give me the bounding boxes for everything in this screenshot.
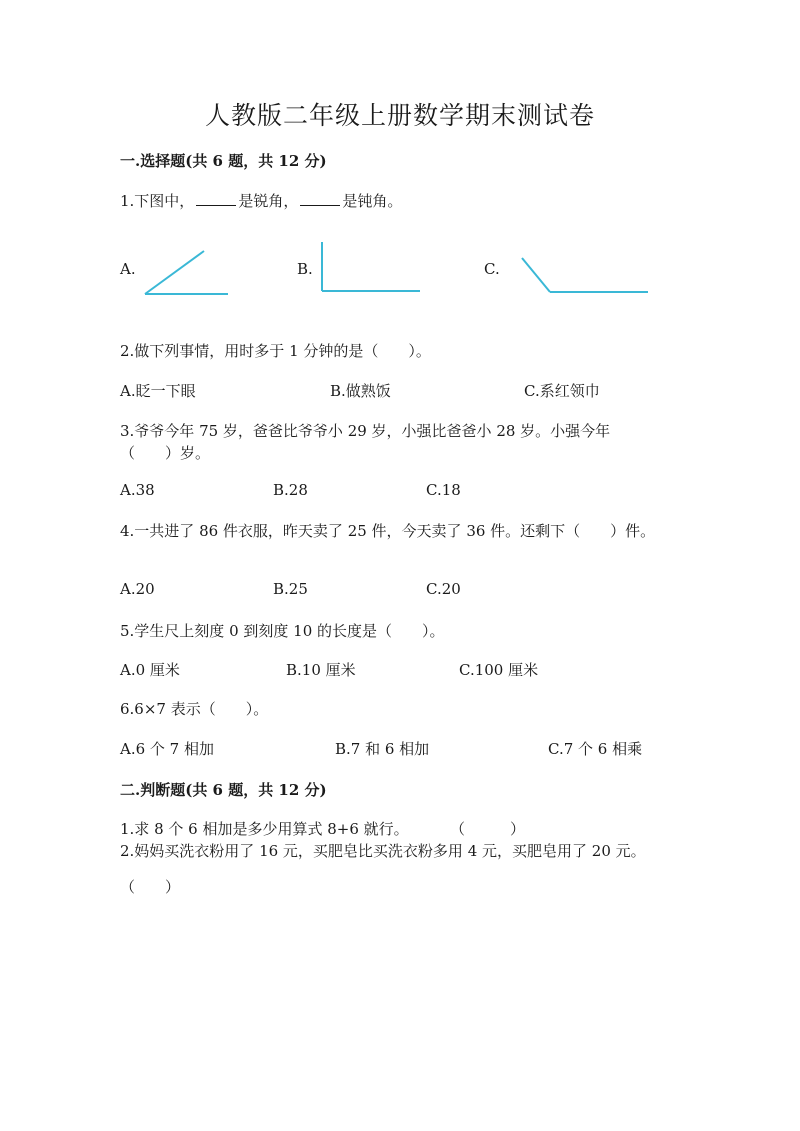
angle-figure-a xyxy=(145,251,228,294)
judgement-2-stem: 2.妈妈买洗衣粉用了 16 元，买肥皂比买洗衣粉多用 4 元，买肥皂用了 20 元。 xyxy=(120,842,646,860)
angle-figure-c xyxy=(522,258,648,292)
figure-label-a: A. xyxy=(120,260,136,278)
judgement-1 xyxy=(120,818,526,839)
question-6-stem: 6.6×7 表示（ ）。 xyxy=(120,700,269,718)
page-title: 人教版二年级上册数学期末测试卷 xyxy=(204,101,595,130)
question-5-option-c[interactable]: C.100 厘米 xyxy=(459,661,539,679)
judgement-1-answer-paren[interactable]: （ ） xyxy=(450,820,526,838)
section-heading-choice: 一.选择题(共 6 题，共 12 分) xyxy=(120,152,327,170)
question-4-stem: 4.一共进了 86 件衣服，昨天卖了 25 件，今天卖了 36 件。还剩下（ ）件。 xyxy=(120,522,656,540)
question-4-option-c[interactable]: C.20 xyxy=(426,580,461,598)
question-4-option-b[interactable]: B.25 xyxy=(273,580,308,598)
question-3-option-c[interactable]: C.18 xyxy=(426,481,461,499)
question-5-option-b[interactable]: B.10 厘米 xyxy=(286,661,356,679)
judgement-1-stem: 1.求 8 个 6 相加是多少用算式 8+6 就行。 xyxy=(120,820,409,838)
question-5-option-a[interactable]: A.0 厘米 xyxy=(120,661,180,679)
question-2-option-c[interactable]: C.系红领巾 xyxy=(524,382,600,400)
angle-a-ray-2 xyxy=(145,251,204,294)
question-1-mid: 是锐角， xyxy=(238,192,299,210)
question-3-stem-line2: （ ）岁。 xyxy=(120,444,211,462)
question-1-prefix: 1.下图中， xyxy=(120,192,195,210)
question-3-stem-line1: 3.爷爷今年 75 岁，爸爸比爷爷小 29 岁，小强比爸爸小 28 岁。小强今年 xyxy=(120,422,611,440)
question-2-stem: 2.做下列事情，用时多于 1 分钟的是（ ）。 xyxy=(120,342,431,360)
question-2-option-a[interactable]: A.眨一下眼 xyxy=(120,382,196,400)
question-6-option-b[interactable]: B.7 和 6 相加 xyxy=(335,740,430,758)
question-5-stem: 5.学生尺上刻度 0 到刻度 10 的长度是（ ）。 xyxy=(120,622,445,640)
angle-figure-b xyxy=(322,242,420,291)
question-1-suffix: 是钝角。 xyxy=(342,192,403,210)
question-6-option-a[interactable]: A.6 个 7 相加 xyxy=(120,740,214,758)
question-2-option-b[interactable]: B.做熟饭 xyxy=(330,382,391,400)
angle-figures xyxy=(0,0,800,320)
question-3-option-a[interactable]: A.38 xyxy=(120,481,155,499)
question-4-option-a[interactable]: A.20 xyxy=(120,580,155,598)
question-6-option-c[interactable]: C.7 个 6 相乘 xyxy=(548,740,643,758)
question-3-option-b[interactable]: B.28 xyxy=(273,481,308,499)
judgement-2-answer-paren[interactable]: （ ） xyxy=(120,878,181,896)
section-heading-judgement: 二.判断题(共 6 题，共 12 分) xyxy=(120,781,327,799)
figure-label-c: C. xyxy=(484,260,500,278)
angle-c-ray-2 xyxy=(522,258,550,292)
figure-label-b: B. xyxy=(297,260,313,278)
